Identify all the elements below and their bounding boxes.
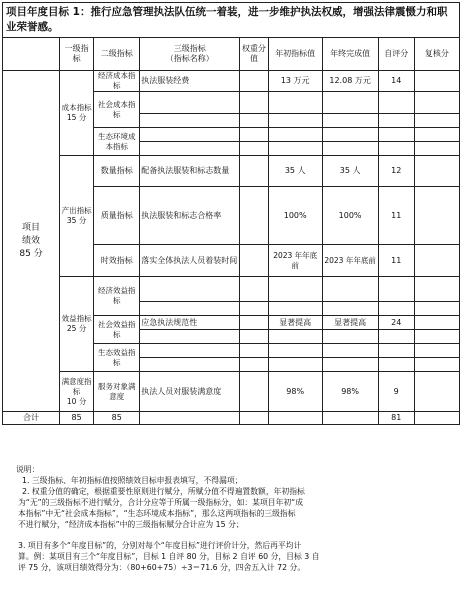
note-spacer <box>0 530 463 540</box>
empty-cell <box>240 344 269 358</box>
level1-benefit: 效益指标 25 分 <box>60 277 94 372</box>
empty-cell <box>378 128 414 142</box>
empty-cell <box>240 142 269 156</box>
empty-cell <box>378 358 414 372</box>
note-line: 3. 项目有多个“年度目标”的，分别对每个“年度目标”进行评价计分，然后再平均计 <box>18 541 302 550</box>
weight-cell <box>240 245 269 277</box>
header-weight: 权重分值 <box>240 38 269 71</box>
table-row <box>3 71 460 92</box>
header-final-value: 年终完成值 <box>322 38 378 71</box>
empty-cell <box>140 358 240 372</box>
empty-cell <box>240 128 269 142</box>
empty-cell <box>140 330 240 344</box>
final-value: 100% <box>322 187 378 245</box>
review-cell <box>414 316 459 330</box>
self-score: 9 <box>378 372 414 412</box>
note-line: 为“无”的三级指标不进行赋分，合计分应等于所属一级指标分，如：某项目年初“成 <box>18 498 304 507</box>
total-b: 85 <box>94 412 140 425</box>
header-row <box>3 38 460 71</box>
self-score: 11 <box>378 245 414 277</box>
empty-cell <box>414 330 459 344</box>
empty-cell <box>268 358 322 372</box>
level2-econ-benefit: 经济效益指标 <box>94 277 140 316</box>
empty-cell <box>268 412 322 425</box>
empty-cell <box>140 302 240 316</box>
table-row <box>3 156 460 187</box>
initial-value: 35 人 <box>268 156 322 187</box>
initial-value: 13 万元 <box>268 71 322 92</box>
notes-heading: 说明： <box>16 465 40 474</box>
level2-econ-cost: 经济成本指标 <box>94 71 140 92</box>
empty-cell <box>240 330 269 344</box>
weight-cell <box>240 71 269 92</box>
empty-cell <box>322 302 378 316</box>
performance-evaluation-sheet <box>2 2 460 425</box>
review-cell <box>414 245 459 277</box>
empty-cell <box>322 330 378 344</box>
final-value: 2023 年年底前 <box>322 245 378 277</box>
level2-time: 时效指标 <box>94 245 140 277</box>
initial-value: 100% <box>268 187 322 245</box>
level1-satisfaction: 满意度指标 10 分 <box>60 372 94 412</box>
header-level1: 一级指标 <box>60 38 94 71</box>
empty-cell <box>322 358 378 372</box>
project-performance-label: 项目 绩效 85 分 <box>3 71 60 412</box>
empty-cell <box>414 302 459 316</box>
self-score: 14 <box>378 71 414 92</box>
final-value: 35 人 <box>322 156 378 187</box>
level2-service-satisfaction: 服务对象满意度 <box>94 372 140 412</box>
empty-cell <box>414 412 459 425</box>
empty-cell <box>414 277 459 302</box>
empty-cell <box>140 114 240 128</box>
empty-cell <box>240 114 269 128</box>
empty-cell <box>322 128 378 142</box>
header-initial-value: 年初指标值 <box>268 38 322 71</box>
empty-cell <box>268 142 322 156</box>
empty-cell <box>414 114 459 128</box>
empty-cell <box>378 92 414 114</box>
empty-cell <box>322 142 378 156</box>
notes-section <box>0 464 463 573</box>
header-level2: 二级指标 <box>94 38 140 71</box>
annual-goal-title: 项目年度目标 1：推行应急管理执法队伍统一着装，进一步维护执法权威，增强法律震慑力和职业荣誉感。 <box>3 3 460 38</box>
empty-cell <box>268 302 322 316</box>
review-cell <box>414 187 459 245</box>
empty-cell <box>268 128 322 142</box>
empty-cell <box>414 358 459 372</box>
indicator-name: 应急执法规范性 <box>140 316 240 330</box>
header-self-score: 自评分 <box>378 38 414 71</box>
level2-eco-benefit: 生态效益指标 <box>94 344 140 372</box>
empty-cell <box>140 344 240 358</box>
note-line: 本指标”中无“社会成本指标”，“生态环境成本指标”，那么这两项指标的三级指标 <box>18 509 296 518</box>
final-value: 98% <box>322 372 378 412</box>
header-blank <box>3 38 60 71</box>
empty-cell <box>240 302 269 316</box>
weight-cell <box>240 187 269 245</box>
self-score: 24 <box>378 316 414 330</box>
note-line: 不进行赋分，“经济成本指标”中的三级指标赋分合计应为 15 分； <box>18 520 244 529</box>
empty-cell <box>140 142 240 156</box>
initial-value: 2023 年年底前 <box>268 245 322 277</box>
empty-cell <box>414 344 459 358</box>
evaluation-table <box>2 2 460 425</box>
header-level3: 三级指标 （指标名称） <box>140 38 240 71</box>
empty-cell <box>322 277 378 302</box>
level2-social-cost: 社会成本指标 <box>94 92 140 128</box>
weight-cell <box>240 316 269 330</box>
empty-cell <box>378 344 414 358</box>
table-row <box>3 277 460 302</box>
table-row <box>3 372 460 412</box>
note-line: 1. 三级指标、年初指标值按照绩效目标申报表填写，不得漏项； <box>22 476 243 485</box>
level2-quantity: 数量指标 <box>94 156 140 187</box>
empty-cell <box>140 412 240 425</box>
note-line: 2. 权重分值的确定，根据重要性原则进行赋分，所赋分值不得遍置数额，年初指标 <box>22 487 305 496</box>
note-line: 算。例：某项目有三个“年度目标”，目标 1 自评 80 分，目标 2 自评 60 分，目标 3 自 <box>18 552 320 561</box>
empty-cell <box>378 142 414 156</box>
total-a: 85 <box>60 412 94 425</box>
empty-cell <box>268 277 322 302</box>
self-score: 12 <box>378 156 414 187</box>
self-score: 11 <box>378 187 414 245</box>
indicator-name: 执法人员对服装满意度 <box>140 372 240 412</box>
empty-cell <box>414 142 459 156</box>
level1-output: 产出指标 35 分 <box>60 156 94 277</box>
empty-cell <box>240 358 269 372</box>
level2-quality: 质量指标 <box>94 187 140 245</box>
indicator-name: 执法服装经费 <box>140 71 240 92</box>
weight-cell <box>240 372 269 412</box>
empty-cell <box>378 302 414 316</box>
note-line: 评 75 分，该项目绩效得分为：（80+60+75）÷3＝71.6 分，四舍五入计 72 分。 <box>18 563 306 572</box>
empty-cell <box>268 114 322 128</box>
empty-cell <box>240 412 269 425</box>
review-cell <box>414 156 459 187</box>
empty-cell <box>322 114 378 128</box>
empty-cell <box>378 330 414 344</box>
level2-social-benefit: 社会效益指标 <box>94 316 140 344</box>
final-value: 12.08 万元 <box>322 71 378 92</box>
empty-cell <box>140 92 240 114</box>
indicator-name: 落实全体执法人员着装时间 <box>140 245 240 277</box>
level1-cost: 成本指标 15 分 <box>60 71 94 156</box>
empty-cell <box>322 412 378 425</box>
indicator-name: 配备执法服装和标志数量 <box>140 156 240 187</box>
empty-cell <box>140 128 240 142</box>
empty-cell <box>414 92 459 114</box>
empty-cell <box>322 92 378 114</box>
empty-cell <box>378 114 414 128</box>
empty-cell <box>322 344 378 358</box>
weight-cell <box>240 156 269 187</box>
total-self-score: 81 <box>378 412 414 425</box>
header-review-score: 复核分 <box>414 38 459 71</box>
empty-cell <box>414 128 459 142</box>
final-value: 显著提高 <box>322 316 378 330</box>
total-label: 合计 <box>3 412 60 425</box>
empty-cell <box>140 277 240 302</box>
empty-cell <box>268 330 322 344</box>
review-cell <box>414 71 459 92</box>
initial-value: 98% <box>268 372 322 412</box>
empty-cell <box>378 277 414 302</box>
level2-eco-cost: 生态环境成本指标 <box>94 128 140 156</box>
empty-cell <box>240 92 269 114</box>
indicator-name: 执法服装和标志合格率 <box>140 187 240 245</box>
empty-cell <box>240 277 269 302</box>
initial-value: 显著提高 <box>268 316 322 330</box>
review-cell <box>414 372 459 412</box>
empty-cell <box>268 92 322 114</box>
empty-cell <box>268 344 322 358</box>
total-row <box>3 412 460 425</box>
